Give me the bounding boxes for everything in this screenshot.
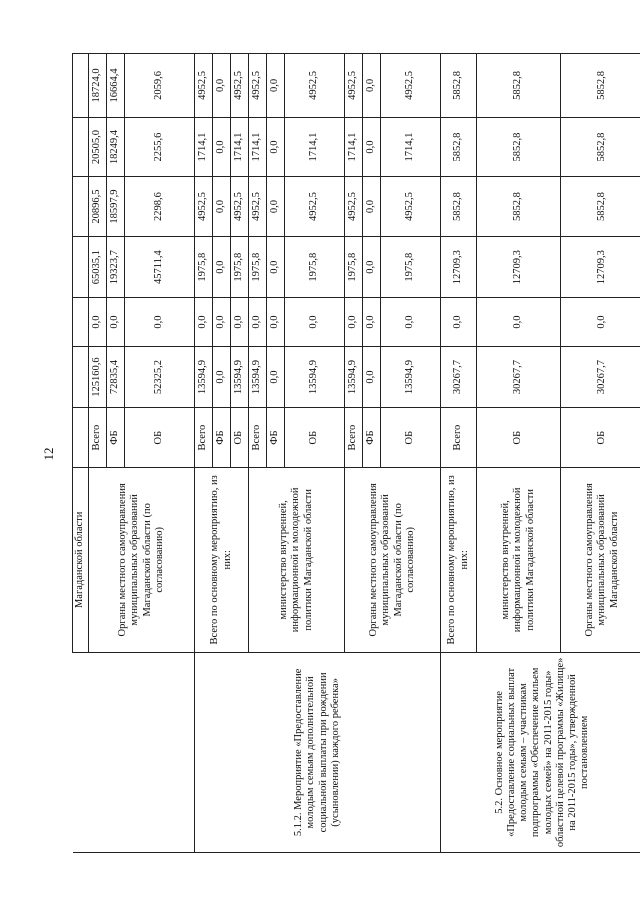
value-cell: 0,0 — [213, 177, 231, 237]
value-cell: 2255,6 — [125, 117, 195, 177]
value-cell: 12709,3 — [441, 236, 477, 298]
value-cell: 0,0 — [477, 298, 561, 346]
value-cell: 0,0 — [363, 298, 381, 346]
value-cell: 65035,1 — [89, 236, 107, 298]
page-number: 12 — [41, 447, 56, 461]
value-cell: 5852,8 — [561, 177, 640, 237]
value-cell: 13594,9 — [285, 346, 345, 408]
value-cell: 0,0 — [267, 117, 285, 177]
value-cell: 5852,8 — [561, 117, 640, 177]
value-cell: 1975,8 — [381, 236, 441, 298]
measure-name: 5.2. Основное мероприятие «Предоставление социальных выплат молодым семьям – участникам подпрограммы «Обеспечение жильем молодых семей» на 2011-2015 годы» областной целевой программы «Жилище» на 2011-2015 годы», утвержденной постановлением — [441, 652, 640, 852]
value-cell: 1975,8 — [285, 236, 345, 298]
table-row — [89, 54, 107, 853]
fin-source: ОБ — [285, 408, 345, 468]
value-cell: 5852,8 — [477, 54, 561, 118]
executor-cell: Органы местного самоуправления муниципальных образований Магаданской области (по согласованию) — [345, 467, 441, 652]
value-cell: 5852,8 — [441, 177, 477, 237]
value-cell: 0,0 — [363, 346, 381, 408]
executor-cell: Органы местного самоуправления муниципальных образований Магаданской области (по согласованию) — [89, 467, 195, 652]
budget-table — [72, 53, 640, 853]
value-cell: 0,0 — [267, 54, 285, 118]
fin-source: ФБ — [107, 408, 125, 468]
value-cell: 1714,1 — [381, 117, 441, 177]
fin-source: ФБ — [363, 408, 381, 468]
value-cell: 20505,0 — [89, 117, 107, 177]
executor-cell: Всего по основному мероприятию, из них: — [195, 467, 249, 652]
value-cell: 12709,3 — [561, 236, 640, 298]
value-cell: 4952,5 — [285, 177, 345, 237]
value-cell: 1714,1 — [345, 117, 363, 177]
fin-source: Всего — [195, 408, 213, 468]
value-cell: 45711,4 — [125, 236, 195, 298]
value-cell: 1714,1 — [249, 117, 267, 177]
value-cell: 0,0 — [89, 298, 107, 346]
value-cell: 0,0 — [213, 117, 231, 177]
value-cell: 4952,5 — [345, 177, 363, 237]
executor-cell: министерство внутренней, информационной и молодежной политики Магаданской области — [477, 467, 561, 652]
value-cell: 4952,5 — [249, 54, 267, 118]
fin-source: Всего — [441, 408, 477, 468]
value-cell: 13594,9 — [345, 346, 363, 408]
value-cell: 0,0 — [267, 298, 285, 346]
value-cell: 1975,8 — [249, 236, 267, 298]
value-cell: 0,0 — [107, 298, 125, 346]
executor-cell: Органы местного самоуправления муниципальных образований Магаданской области — [561, 467, 640, 652]
value-cell: 2298,6 — [125, 177, 195, 237]
measure-name: 5.1.2. Мероприятие «Предоставление молодым семьям дополнительной социальной выплаты при рождении (усыновлении) каждого ребенка» — [195, 652, 441, 852]
fin-source: ФБ — [213, 408, 231, 468]
value-cell: 19323,7 — [107, 236, 125, 298]
value-cell: 1975,8 — [195, 236, 213, 298]
value-cell: 5852,8 — [477, 117, 561, 177]
value-cell: 5852,8 — [441, 117, 477, 177]
fin-source: Всего — [345, 408, 363, 468]
value-cell: 18724,0 — [89, 54, 107, 118]
value-cell: 0,0 — [285, 298, 345, 346]
value-cell: 12709,3 — [477, 236, 561, 298]
value-cell: 0,0 — [267, 346, 285, 408]
value-cell: 18249,4 — [107, 117, 125, 177]
fin-source: ОБ — [231, 408, 249, 468]
value-cell: 4952,5 — [345, 54, 363, 118]
fin-source: ОБ — [125, 408, 195, 468]
value-cell: 1975,8 — [345, 236, 363, 298]
value-cell: 13594,9 — [381, 346, 441, 408]
value-cell: 0,0 — [345, 298, 363, 346]
value-cell: 0,0 — [441, 298, 477, 346]
value-cell: 0,0 — [363, 54, 381, 118]
value-cell: 0,0 — [213, 54, 231, 118]
value-cell: 0,0 — [363, 117, 381, 177]
table-row — [107, 54, 125, 853]
value-cell: 30267,7 — [441, 346, 477, 408]
value-cell: 4952,5 — [381, 54, 441, 118]
value-cell: 1714,1 — [195, 117, 213, 177]
value-cell: 0,0 — [213, 298, 231, 346]
value-cell: 30267,7 — [477, 346, 561, 408]
value-cell: 52325,2 — [125, 346, 195, 408]
fin-source: Всего — [89, 408, 107, 468]
fin-source: ОБ — [381, 408, 441, 468]
fin-source: Всего — [249, 408, 267, 468]
value-cell: 4952,5 — [231, 177, 249, 237]
executor-cell: Магаданской области — [73, 467, 89, 652]
fin-source: ОБ — [477, 408, 561, 468]
table-row — [125, 54, 195, 853]
value-cell: 0,0 — [561, 298, 640, 346]
table-row — [73, 54, 89, 853]
value-cell: 5852,8 — [477, 177, 561, 237]
value-cell: 13594,9 — [195, 346, 213, 408]
value-cell: 18597,9 — [107, 177, 125, 237]
value-cell: 4952,5 — [285, 54, 345, 118]
value-cell: 1714,1 — [231, 117, 249, 177]
value-cell: 0,0 — [195, 298, 213, 346]
value-cell: 0,0 — [363, 177, 381, 237]
value-cell: 0,0 — [213, 236, 231, 298]
value-cell: 0,0 — [213, 346, 231, 408]
fin-source: ФБ — [267, 408, 285, 468]
value-cell: 0,0 — [231, 298, 249, 346]
value-cell: 2059,6 — [125, 54, 195, 118]
value-cell: 0,0 — [125, 298, 195, 346]
table-row — [195, 54, 213, 853]
value-cell: 4952,5 — [249, 177, 267, 237]
value-cell: 30267,7 — [561, 346, 640, 408]
value-cell: 0,0 — [267, 177, 285, 237]
fin-source: ОБ — [561, 408, 640, 468]
value-cell: 0,0 — [363, 236, 381, 298]
table-row — [441, 54, 477, 853]
value-cell: 4952,5 — [195, 177, 213, 237]
value-cell: 0,0 — [267, 236, 285, 298]
value-cell: 4952,5 — [381, 177, 441, 237]
value-cell: 1714,1 — [285, 117, 345, 177]
value-cell: 72835,4 — [107, 346, 125, 408]
rotated-table-wrapper — [72, 53, 624, 853]
value-cell: 13594,9 — [249, 346, 267, 408]
executor-cell: министерство внутренней, информационной и молодежной политики Магаданской области — [249, 467, 345, 652]
value-cell: 0,0 — [381, 298, 441, 346]
value-cell: 1975,8 — [231, 236, 249, 298]
value-cell: 5852,8 — [441, 54, 477, 118]
value-cell: 4952,5 — [195, 54, 213, 118]
value-cell: 13594,9 — [231, 346, 249, 408]
value-cell: 16664,4 — [107, 54, 125, 118]
value-cell: 0,0 — [249, 298, 267, 346]
value-cell: 4952,5 — [231, 54, 249, 118]
value-cell: 125160,6 — [89, 346, 107, 408]
value-cell: 20896,5 — [89, 177, 107, 237]
executor-cell: Всего по основному мероприятию, из них: — [441, 467, 477, 652]
value-cell: 5852,8 — [561, 54, 640, 118]
